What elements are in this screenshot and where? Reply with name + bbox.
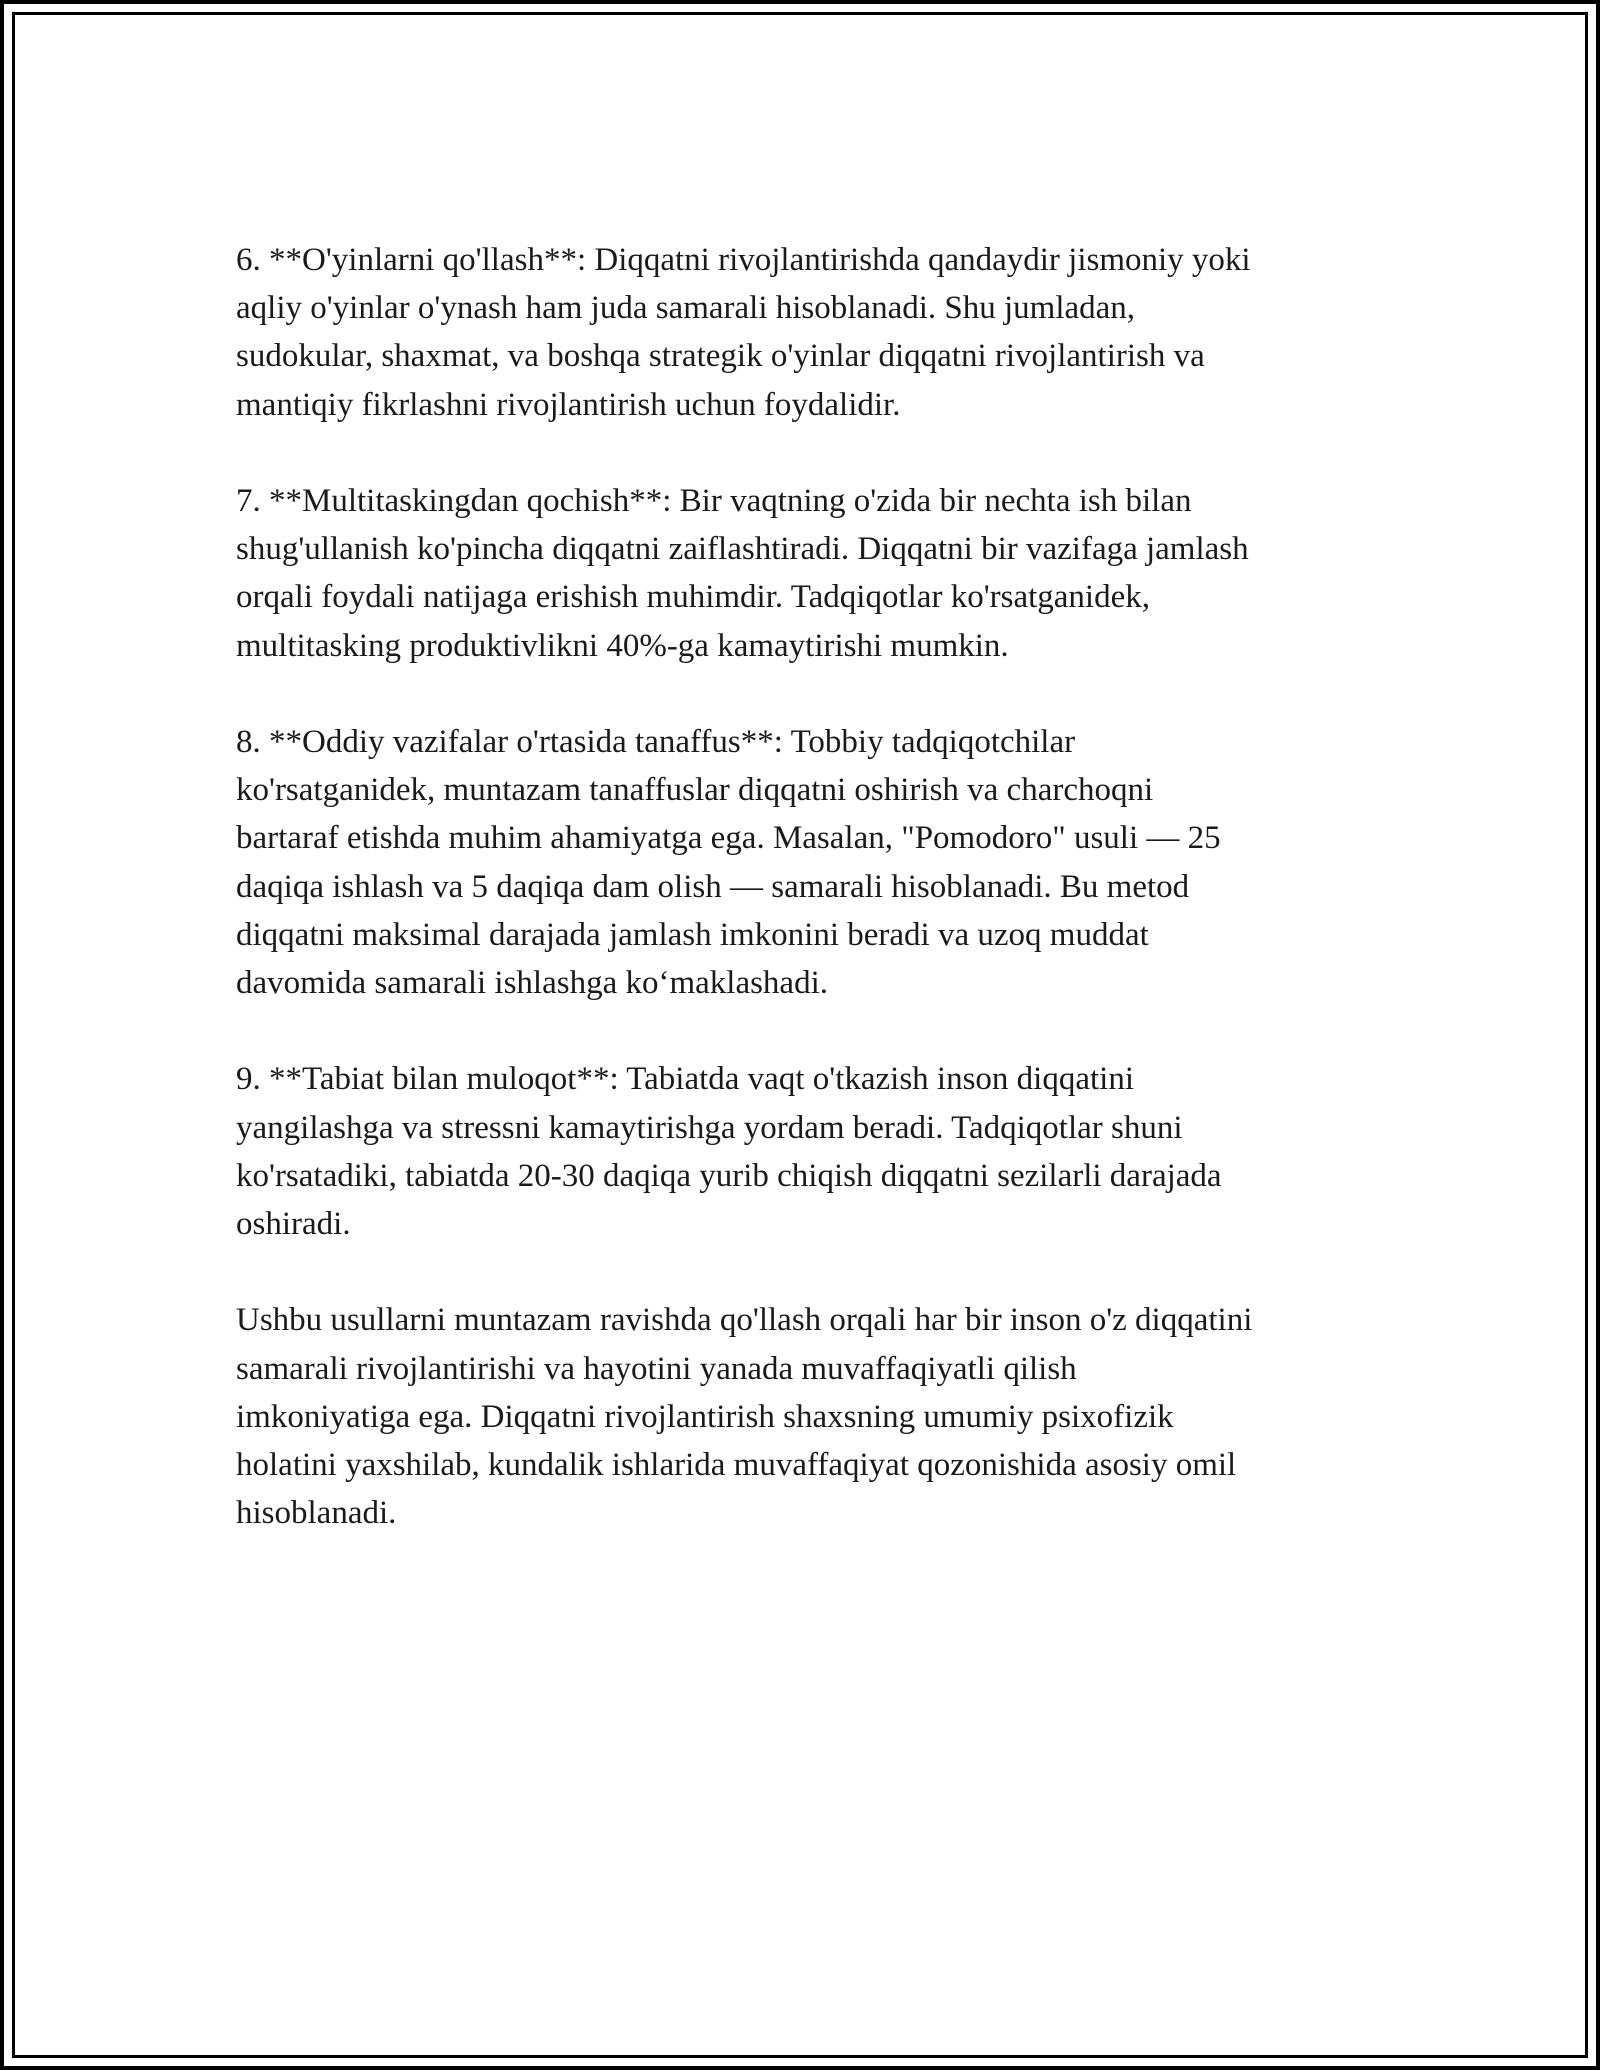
paragraph-line: 9. **Tabiat bilan muloqot**: Tabiatda vaqt o'tkazish inson diqqatini [236,1061,1134,1098]
paragraph-line: 7. **Multitaskingdan qochish**: Bir vaqtning o'zida bir nechta ish bilan [236,483,1192,519]
paragraph-item-9 [236,1055,1376,1248]
paragraph-line: bartaraf etishda muhim ahamiyatga ega. Masalan, "Pomodoro" usuli — 25 [236,820,1221,857]
paragraph-line: Ushbu usullarni muntazam ravishda qo'llash orqali har bir inson o'z diqqatini [236,1302,1253,1339]
document-body [236,236,1376,1537]
paragraph-item-6 [236,236,1376,429]
paragraph-line: diqqatni maksimal darajada jamlash imkonini beradi va uzoq muddat [236,916,1149,953]
paragraph-line: sudokular, shaxmat, va boshqa strategik o'yinlar diqqatni rivojlantirish va [236,338,1205,375]
paragraph-line: ko'rsatganidek, muntazam tanaffuslar diqqatni oshirish va charchoqni [236,772,1154,809]
paragraph-item-7 [236,477,1376,670]
paragraph-line: yangilashga va stressni kamaytirishga yordam beradi. Tadqiqotlar shuni [236,1109,1183,1146]
paragraph-item-8 [236,718,1376,1007]
paragraph-line: multitasking produktivlikni 40%-ga kamaytirishi mumkin. [236,627,1009,664]
paragraph-line: shug'ullanish ko'pincha diqqatni zaiflashtiradi. Diqqatni bir vazifaga jamlash [236,531,1249,568]
paragraph-line: orqali foydali natijaga erishish muhimdir. Tadqiqotlar ko'rsatganidek, [236,579,1150,616]
paragraph-line: aqliy o'yinlar o'ynash ham juda samarali hisoblanadi. Shu jumladan, [236,290,1136,327]
paragraph-line: daqiqa ishlash va 5 daqiqa dam olish — samarali hisoblanadi. Bu metod [236,868,1190,905]
paragraph-line: davomida samarali ishlashga ko‘maklashadi. [236,965,829,1002]
paragraph-line: hisoblanadi. [236,1495,397,1532]
paragraph-line: imkoniyatiga ega. Diqqatni rivojlantirish shaxsning umumiy psixofizik [236,1398,1174,1435]
paragraph-line: mantiqiy fikrlashni rivojlantirish uchun foydalidir. [236,386,901,423]
paragraph-line: oshiradi. [236,1206,351,1243]
paragraph-conclusion [236,1296,1376,1537]
paragraph-line: 8. **Oddiy vazifalar o'rtasida tanaffus**: Tobbiy tadqiqotchilar [236,724,1076,760]
paragraph-line: samarali rivojlantirishi va hayotini yanada muvaffaqiyatli qilish [236,1350,1077,1387]
paragraph-line: 6. **O'yinlarni qo'llash**: Diqqatni rivojlantirishda qandaydir jismoniy yoki [236,242,1251,278]
paragraph-line: holatini yaxshilab, kundalik ishlarida muvaffaqiyat qozonishida asosiy omil [236,1447,1237,1484]
paragraph-line: ko'rsatadiki, tabiatda 20-30 daqiqa yurib chiqish diqqatni sezilarli darajada [236,1157,1222,1194]
